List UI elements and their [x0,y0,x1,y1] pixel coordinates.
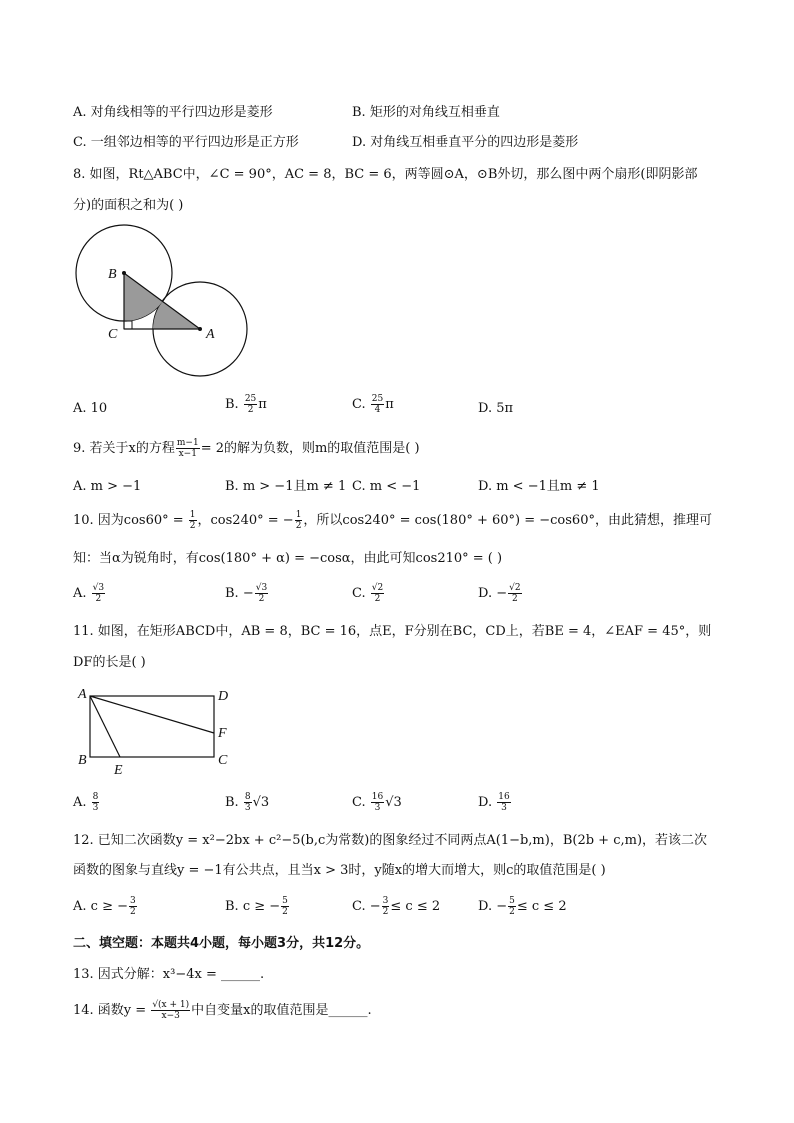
label-b: B [108,267,117,282]
q11-figure [72,682,242,782]
q8-option-d: D. 5π [478,401,514,416]
q12-stem-line2: 函数的图象与直线y = −1有公共点，且当x > 3时，y随x的增大而增大，则c的取值范围是( ) [73,863,606,878]
q8-stem-line1: 8. 如图，Rt△ABC中，∠C = 90°，AC = 8，BC = 6，两等圆⊙A，⊙B外切，那么图中两个扇形(即阴影部 [73,167,698,182]
fraction: $\frac{√2}{2}$ [371,583,384,604]
q7-option-d: D. 对角线互相垂直平分的四边形是菱形 [352,135,579,150]
label-a: A [78,687,87,702]
fraction: $\frac{√3}{2}$ [255,583,268,604]
q11-option-b: B. $\frac{8}{3}$ √3 [225,792,270,813]
fraction: $\frac{√3}{2}$ [92,583,105,604]
q8-figure [70,222,260,382]
right-angle-mark [124,321,132,329]
q13-stem: 13. 因式分解：x³−4x = ______. [73,967,265,982]
q11-option-c: C. $\frac{16}{3}$ √3 [352,792,402,813]
q9-option-b: B. m > −1且m ≠ 1 [225,479,347,494]
fraction: $\frac{√2}{2}$ [509,583,521,604]
fraction: $\frac{16}{3}$ [371,792,384,813]
point-b [122,271,126,275]
q8-option-c: C. $\frac{25}{4}$ π [352,394,394,415]
fraction: $\frac{5}{2}$ [282,896,288,917]
fraction: $\frac{m-1}{x-1}$ [176,438,199,459]
label-f: F [218,726,227,741]
q9-option-a: A. m > −1 [73,479,142,494]
q12-option-a: A. c ≥ − $\frac{3}{2}$ [73,896,136,917]
q8-stem-line2: 分)的面积之和为( ) [73,198,184,213]
q10-stem-line2: 知：当α为锐角时，有cos(180° + α) = −cosα，由此可知cos210° = ( ) [73,551,503,566]
q12-option-c: C. − $\frac{3}{2}$ ≤ c ≤ 2 [352,896,441,917]
q11-option-a: A. $\frac{8}{3}$ [73,792,99,813]
fraction: $\frac{√(x + 1)}{x-3}$ [152,1000,190,1021]
q9-stem: 9. 若关于x的方程 $\frac{m-1}{x-1}$ = 2的解为负数，则m的取值范围是( ) [73,438,420,459]
fraction: $\frac{3}{2}$ [382,896,389,917]
segment-ae [90,696,120,757]
label-b: B [78,753,87,768]
q12-stem-line1: 12. 已知二次函数y = x²−2bx + c²−5(b,c为常数)的图象经过不同两点A(1−b,m)，B(2b + c,m)，若该二次 [73,833,708,848]
fraction: $\frac{25}{4}$ [371,394,384,415]
fraction: $\frac{8}{3}$ [244,792,251,813]
q8-option-a: A. 10 [73,401,108,416]
q12-option-b: B. c ≥ − $\frac{5}{2}$ [225,896,288,917]
section-2-heading: 二、填空题：本题共4小题，每小题3分，共12分。 [73,936,370,951]
q7-option-c: C. 一组邻边相等的平行四边形是正方形 [73,135,299,150]
shaded-sector-a [153,302,200,329]
q9-option-c: C. m < −1 [352,479,421,494]
q11-stem-line2: DF的长是( ) [73,655,146,670]
q7-option-b: B. 矩形的对角线互相垂直 [352,105,500,120]
segment-af [90,696,214,733]
label-d: D [218,689,229,704]
rectangle-abcd [90,696,214,757]
label-a: A [206,327,215,342]
q11-option-d: D. $\frac{16}{3}$ [478,792,510,813]
label-c: C [108,327,118,342]
fraction: $\frac{3}{2}$ [129,896,136,917]
fraction: $\frac{5}{2}$ [509,896,515,917]
q14-stem: 14. 函数y = $\frac{√(x + 1)}{x-3}$ 中自变量x的取值范围是______. [73,1000,372,1021]
q11-stem-line1: 11. 如图，在矩形ABCD中，AB = 8，BC = 16，点E，F分别在BC，CD上，若BE = 4，∠EAF = 45°，则 [73,624,712,639]
q10-option-d: D. − $\frac{√2}{2}$ [478,583,521,604]
fraction: $\frac{25}{2}$ [244,394,257,415]
fraction: $\frac{16}{3}$ [498,792,510,813]
fraction: $\frac{1}{2}$ [189,510,196,531]
q8-option-b: B. $\frac{25}{2}$ π [225,394,267,415]
q9-option-d: D. m < −1且m ≠ 1 [478,479,600,494]
point-a [198,327,202,331]
q7-option-a: A. 对角线相等的平行四边形是菱形 [73,105,273,120]
q10-option-a: A. $\frac{√3}{2}$ [73,583,105,604]
q12-option-d: D. − $\frac{5}{2}$ ≤ c ≤ 2 [478,896,567,917]
label-c: C [218,753,228,768]
q10-stem-line1: 10. 因为cos60° = $\frac{1}{2}$ ，cos240° = − $\frac{1}{2}$ ，所以cos240° = cos(180° + 60°) = −cos60°，由此猜想，推理可 [73,510,712,531]
fraction: $\frac{1}{2}$ [295,510,302,531]
label-e: E [114,763,123,778]
fraction: $\frac{8}{3}$ [92,792,99,813]
q10-option-c: C. $\frac{√2}{2}$ [352,583,384,604]
q10-option-b: B. − $\frac{√3}{2}$ [225,583,268,604]
